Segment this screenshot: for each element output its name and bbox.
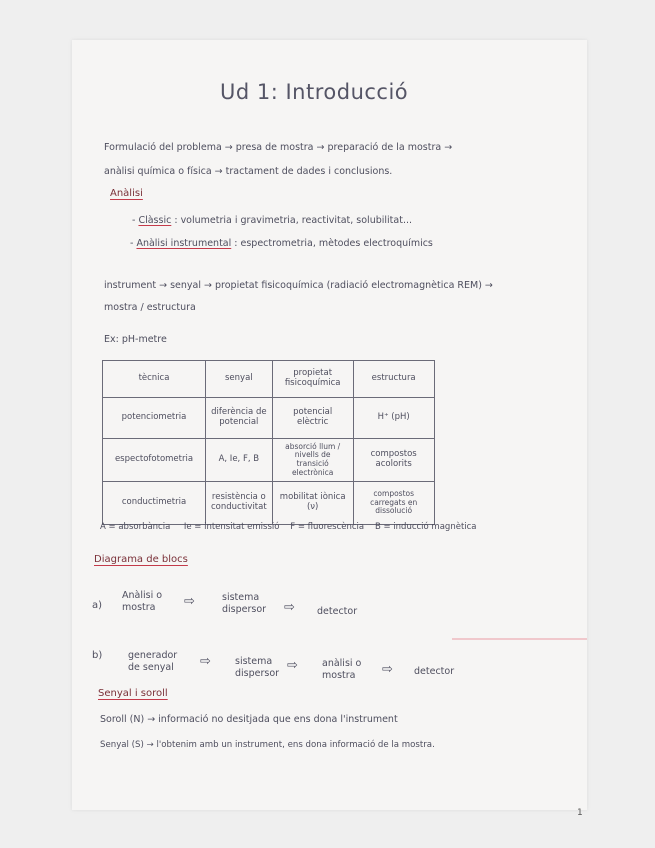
classic-label: Clàssic (138, 215, 172, 226)
diagram-a-step: Anàlisi o mostra (122, 590, 163, 614)
chain-line-1: instrument → senyal → propietat fisicoquímica (radiació electromagnètica REM) → (104, 280, 493, 291)
table-cell: A, Ie, F, B (206, 439, 273, 482)
diagram-a-step: sistema dispersor (222, 592, 267, 616)
diagram-a-step: detector (317, 606, 358, 617)
classic-line: - Clàssic : volumetria i gravimetria, reactivitat, solubilitat... (132, 215, 413, 226)
diagrama-heading: Diagrama de blocs (94, 554, 188, 565)
table-cell: compostos carregats en dissolució (353, 482, 434, 525)
table-row (103, 439, 435, 482)
table-cell: diferència de potencial (206, 398, 273, 439)
table-cell: potencial elèctric (272, 398, 353, 439)
table-header-cell: senyal (206, 361, 273, 398)
red-pen-mark (452, 638, 587, 640)
diagram-b-label: b) (92, 650, 103, 661)
instrumental-label: Anàlisi instrumental (136, 238, 232, 249)
diagram-b-step: sistema dispersor (235, 656, 280, 680)
techniques-table (102, 360, 435, 525)
hollow-arrow-icon: ⇨ (200, 654, 211, 669)
legend-row (100, 522, 477, 532)
instrumental-line: - Anàlisi instrumental : espectrometria, mètodes electroquímics (130, 238, 433, 249)
legend-induction: B = inducció magnètica (374, 522, 477, 532)
diagram-a-label: a) (92, 600, 103, 611)
instrumental-text: : espectrometria, mètodes electroquímics (234, 238, 433, 249)
table-cell: conductimetria (103, 482, 206, 525)
hollow-arrow-icon: ⇨ (184, 594, 195, 609)
diagram-b-step: generador de senyal (128, 650, 178, 674)
table-header-cell: estructura (353, 361, 434, 398)
legend-emission: Ie = intensitat emissió (183, 522, 280, 532)
hollow-arrow-icon: ⇨ (287, 658, 298, 673)
analisis-heading: Anàlisi (110, 188, 143, 199)
table-cell: mobilitat iònica (ν) (272, 482, 353, 525)
soroll-line: Soroll (N) → informació no desitjada que ens dona l'instrument (100, 714, 398, 725)
example-label: Ex: pH-metre (104, 334, 167, 345)
table-cell: H⁺ (pH) (353, 398, 434, 439)
table-cell: potenciometria (103, 398, 206, 439)
table-row (103, 398, 435, 439)
table-cell: compostos acolorits (353, 439, 434, 482)
page-number: 1 (577, 808, 583, 818)
table-cell: resistència o conductivitat (206, 482, 273, 525)
diagram-b-step: detector (414, 666, 455, 677)
table-header-cell: tècnica (103, 361, 206, 398)
table-header-cell: propietat fisicoquímica (272, 361, 353, 398)
chain-line-2: mostra / estructura (104, 302, 196, 313)
table-row (103, 482, 435, 525)
senyal-line: Senyal (S) → l'obtenim amb un instrument, ens dona informació de la mostra. (100, 740, 435, 750)
legend-absorbance: A = absorbància (100, 522, 171, 532)
notebook-page (72, 40, 587, 818)
diagram-b-step: anàlisi o mostra (322, 658, 362, 682)
classic-text: : volumetria i gravimetria, reactivitat, solubilitat... (174, 215, 413, 226)
hollow-arrow-icon: ⇨ (284, 600, 295, 615)
table-cell: espectofotometria (103, 439, 206, 482)
legend-fluorescence: F = fluorescència (290, 522, 365, 532)
table-header-row (103, 361, 435, 398)
intro-line-1: Formulació del problema → presa de mostra → preparació de la mostra → (104, 142, 453, 153)
senyal-heading: Senyal i soroll (98, 688, 168, 699)
intro-line-2: anàlisi química o física → tractament de dades i conclusions. (104, 166, 393, 177)
table-cell: absorció llum / nivells de transició electrònica (272, 439, 353, 482)
page-title: Ud 1: Introducció (220, 80, 409, 104)
hollow-arrow-icon: ⇨ (382, 662, 393, 677)
